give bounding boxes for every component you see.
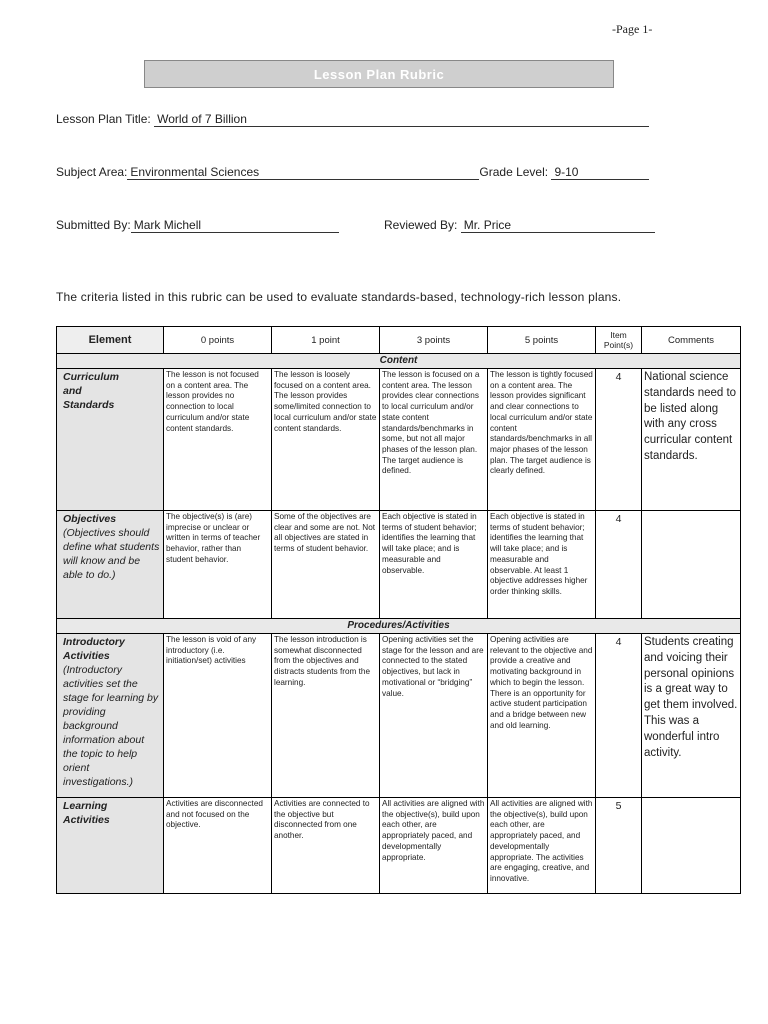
lesson-plan-title-label: Lesson Plan Title:: [56, 112, 151, 126]
header-0-points: 0 points: [164, 327, 272, 354]
page-title: [144, 60, 614, 88]
desc-1-point: Some of the objectives are clear and some are not. Not all objectives are stated in terms of student behavior.: [272, 511, 380, 619]
item-points[interactable]: 4: [596, 369, 642, 511]
desc-3-points: Opening activities set the stage for the lesson and are connected to the stated objectives, but lack in motivational or “bridging” value.: [380, 634, 488, 798]
element-description: (Introductory activities set the stage for learning by providing background information about the topic to help orient investigations.): [63, 664, 159, 788]
section-row-content: [57, 354, 741, 369]
element-title: Objectives: [63, 513, 117, 525]
submitted-by-row: [56, 218, 339, 233]
table-row: [57, 634, 741, 798]
desc-0-points: The objective(s) is (are) imprecise or unclear or written in terms of teacher behavior, rather than student behavior.: [164, 511, 272, 619]
comment-cell[interactable]: [642, 511, 741, 619]
element-cell: [57, 798, 164, 894]
element-title: Curriculum and Standards: [63, 371, 120, 411]
rubric-table: [56, 326, 741, 894]
header-5-points: 5 points: [488, 327, 596, 354]
reviewed-by-label: Reviewed By:: [384, 218, 458, 232]
element-cell: [57, 369, 164, 511]
submitted-by-label: Submitted By:: [56, 218, 131, 232]
subject-area-row: [56, 165, 649, 180]
table-row: [57, 369, 741, 511]
grade-level-label: Grade Level:: [479, 165, 549, 179]
desc-3-points: Each objective is stated in terms of student behavior; identifies the learning that will take place; and is measurable and observable.: [380, 511, 488, 619]
element-title: Learning Activities: [63, 800, 110, 826]
desc-5-points: All activities are aligned with the objective(s), build upon each other, are appropriately paced, and developmentally appropriate. The activities are engaging, creative, and innovative.: [488, 798, 596, 894]
comment-cell[interactable]: Students creating and voicing their personal opinions is a great way to get them involved. This was a wonderful intro activity.: [642, 634, 741, 798]
lesson-plan-title-row: [56, 112, 649, 127]
element-description: (Objectives should define what students will know and be able to do.): [63, 527, 160, 581]
item-points[interactable]: 4: [596, 634, 642, 798]
header-3-points: 3 points: [380, 327, 488, 354]
header-1-point: 1 point: [272, 327, 380, 354]
item-points[interactable]: 4: [596, 511, 642, 619]
desc-1-point: The lesson introduction is somewhat disconnected from the objectives and distracts students from the learning.: [272, 634, 380, 798]
desc-5-points: The lesson is tightly focused on a content area. The lesson provides significant and clear connections to local curriculum and/or state content standards/benchmarks in all major phases of the lesson plan. The target audience is clearly defined.: [488, 369, 596, 511]
desc-0-points: Activities are disconnected and not focused on the objective.: [164, 798, 272, 894]
comment-cell[interactable]: National science standards need to be listed along with any cross curricular content standards.: [642, 369, 741, 511]
table-header-row: [57, 327, 741, 354]
desc-3-points: All activities are aligned with the objective(s), build upon each other, are appropriately paced, and developmentally appropriate.: [380, 798, 488, 894]
reviewed-by-row: [384, 218, 655, 233]
table-row: [57, 511, 741, 619]
header-item-points: Item Point(s): [596, 327, 642, 354]
desc-0-points: The lesson is not focused on a content area. The lesson provides no connection to local curriculum and/or state content standards.: [164, 369, 272, 511]
header-element: Element: [57, 327, 164, 354]
criteria-text: The criteria listed in this rubric can be used to evaluate standards-based, technology-rich lesson plans.: [56, 290, 622, 304]
element-cell: [57, 634, 164, 798]
desc-1-point: Activities are connected to the objective but disconnected from one another.: [272, 798, 380, 894]
comment-cell[interactable]: [642, 798, 741, 894]
page-number: -Page 1-: [612, 22, 653, 36]
element-title: Introductory Activities: [63, 636, 125, 662]
section-label: Content: [57, 354, 741, 369]
table-row: [57, 798, 741, 894]
grade-level-field[interactable]: 9-10: [551, 165, 649, 180]
section-row-procedures: [57, 619, 741, 634]
item-points[interactable]: 5: [596, 798, 642, 894]
desc-5-points: Opening activities are relevant to the objective and provide a creative and motivating background in which to begin the lesson. There is an opportunity for active student participation and a bridge between new and old learning.: [488, 634, 596, 798]
lesson-plan-title-field[interactable]: World of 7 Billion: [154, 112, 649, 127]
page-title-text: Lesson Plan Rubric: [313, 66, 445, 82]
submitted-by-field[interactable]: Mark Michell: [131, 218, 339, 233]
subject-area-label: Subject Area:: [56, 165, 128, 179]
desc-3-points: The lesson is focused on a content area. The lesson provides clear connections to local curriculum and/or state content standards/benchmarks in some, but not all major phases of the lesson plan. The target audience is defined.: [380, 369, 488, 511]
desc-5-points: Each objective is stated in terms of student behavior; identifies the learning that will take place; and is measurable and observable. At least 1 objective addresses higher order thinking skills.: [488, 511, 596, 619]
header-comments: Comments: [642, 327, 741, 354]
element-cell: [57, 511, 164, 619]
section-label: Procedures/Activities: [57, 619, 741, 634]
subject-area-field[interactable]: Environmental Sciences: [127, 165, 479, 180]
reviewed-by-field[interactable]: Mr. Price: [461, 218, 655, 233]
desc-0-points: The lesson is void of any introductory (i.e. initiation/set) activities: [164, 634, 272, 798]
desc-1-point: The lesson is loosely focused on a content area. The lesson provides some/limited connection to local curriculum and/or state content standards.: [272, 369, 380, 511]
